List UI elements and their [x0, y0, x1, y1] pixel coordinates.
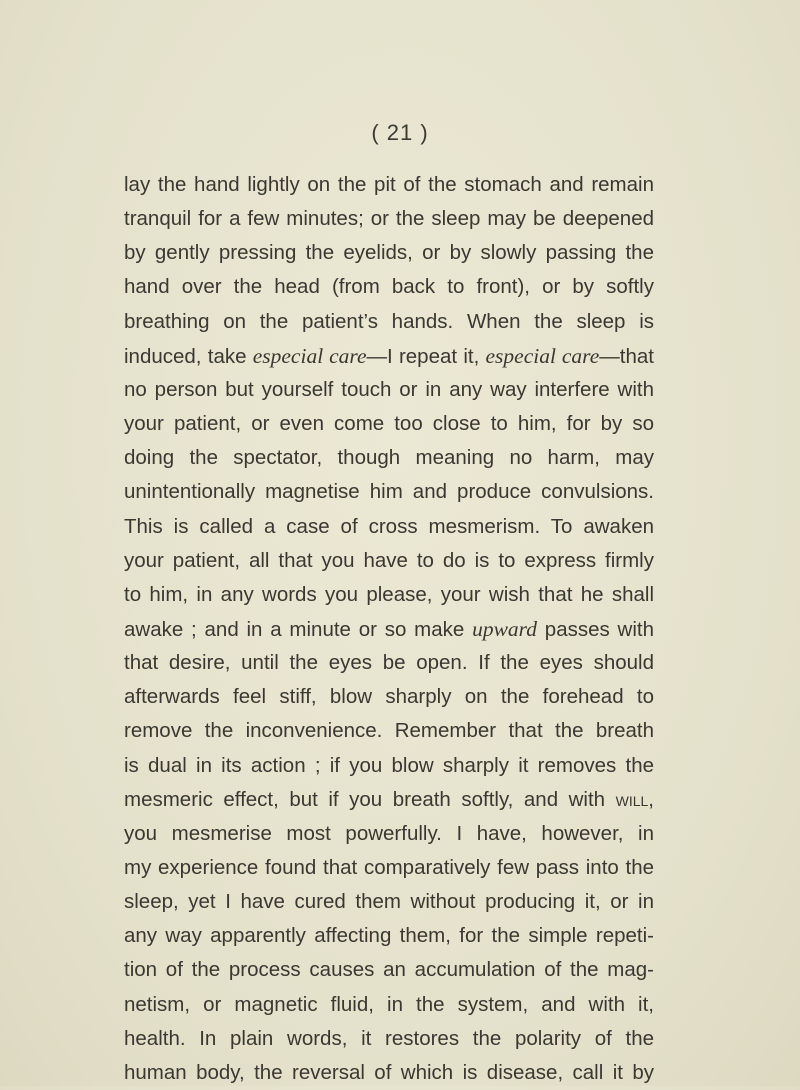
text-line: [124, 339, 654, 373]
text-segment: by gently pressing the eyelids, or by slowly passing the: [124, 241, 654, 265]
text-segment: mesmeric effect, but if you breath softly, and with: [124, 787, 616, 811]
text-segment: afterwards feel stiff, blow sharply on the forehead to: [124, 685, 654, 709]
small-caps-text: will: [615, 787, 649, 811]
text-segment: health. In plain words, it restores the polarity of the: [124, 1026, 654, 1050]
italic-text: upward: [472, 616, 538, 641]
text-line: [124, 407, 654, 441]
text-segment: ,: [648, 787, 654, 811]
text-segment: no person but yourself touch or in any way interfere with: [124, 377, 654, 401]
text-segment: tranquil for a few minutes; or the sleep may be deepened: [124, 207, 654, 231]
text-segment: breathing on the patient’s hands. When the sleep is: [124, 309, 654, 333]
text-segment: human body, the reversal of which is disease, call it by: [124, 1060, 654, 1084]
text-line: [124, 202, 654, 236]
text-segment: This is called a case of cross mesmerism. To awaken: [124, 514, 654, 538]
text-line: [124, 1022, 654, 1056]
italic-text: especial care: [485, 343, 600, 368]
text-segment: awake ; and in a minute or so make: [124, 617, 473, 641]
text-line: [124, 544, 654, 578]
text-segment: doing the spectator, though meaning no harm, may: [124, 446, 654, 470]
text-line: [124, 988, 654, 1022]
text-segment: sleep, yet I have cured them without producing it, or in: [124, 890, 654, 914]
text-line: [124, 919, 654, 953]
text-line: [124, 578, 654, 612]
text-line: [124, 236, 654, 270]
text-line: [124, 305, 654, 339]
text-line: [124, 475, 654, 509]
text-segment: tion of the process causes an accumulation of the mag-: [124, 958, 654, 982]
text-segment: any way apparently affecting them, for the simple repeti-: [124, 924, 654, 948]
text-line: [124, 851, 654, 885]
text-segment: unintentionally magnetise him and produce convulsions.: [124, 480, 654, 504]
text-segment: induced, take: [124, 344, 253, 368]
text-segment: remove the inconvenience. Remember that the breath: [124, 719, 654, 743]
text-line: [124, 817, 654, 851]
text-line: [124, 168, 654, 202]
italic-text: especial care: [252, 343, 367, 368]
text-line: [124, 953, 654, 987]
text-line: [124, 885, 654, 919]
text-line: [124, 1056, 654, 1090]
text-line: [124, 510, 654, 544]
text-line: [124, 646, 654, 680]
text-line: [124, 749, 654, 783]
text-line: [124, 714, 654, 748]
text-line: [124, 680, 654, 714]
text-segment: —I repeat it,: [366, 344, 486, 368]
text-segment: that desire, until the eyes be open. If the eyes should: [124, 651, 654, 675]
text-segment: lay the hand lightly on the pit of the stomach and remain: [124, 173, 654, 196]
text-line: [124, 783, 654, 817]
page-number: ( 21 ): [371, 120, 429, 145]
text-segment: your patient, or even come too close to him, for by so: [124, 412, 654, 436]
text-segment: netism, or magnetic fluid, in the system, and with it,: [124, 992, 654, 1016]
text-line: [124, 612, 654, 646]
text-line: [124, 270, 654, 304]
text-line: [124, 373, 654, 407]
text-segment: your patient, all that you have to do is to express firmly: [124, 548, 654, 572]
text-segment: is dual in its action ; if you blow sharply it removes the: [124, 753, 654, 777]
text-segment: passes with: [537, 617, 654, 641]
text-segment: hand over the head (from back to front), or by softly: [124, 275, 654, 299]
text-line: [124, 441, 654, 475]
text-segment: my experience found that comparatively few pass into the: [124, 856, 654, 879]
text-segment: to him, in any words you please, your wish that he shall: [124, 582, 654, 606]
text-segment: you mesmerise most powerfully. I have, however, in: [124, 821, 654, 845]
text-segment: —that: [599, 344, 654, 368]
